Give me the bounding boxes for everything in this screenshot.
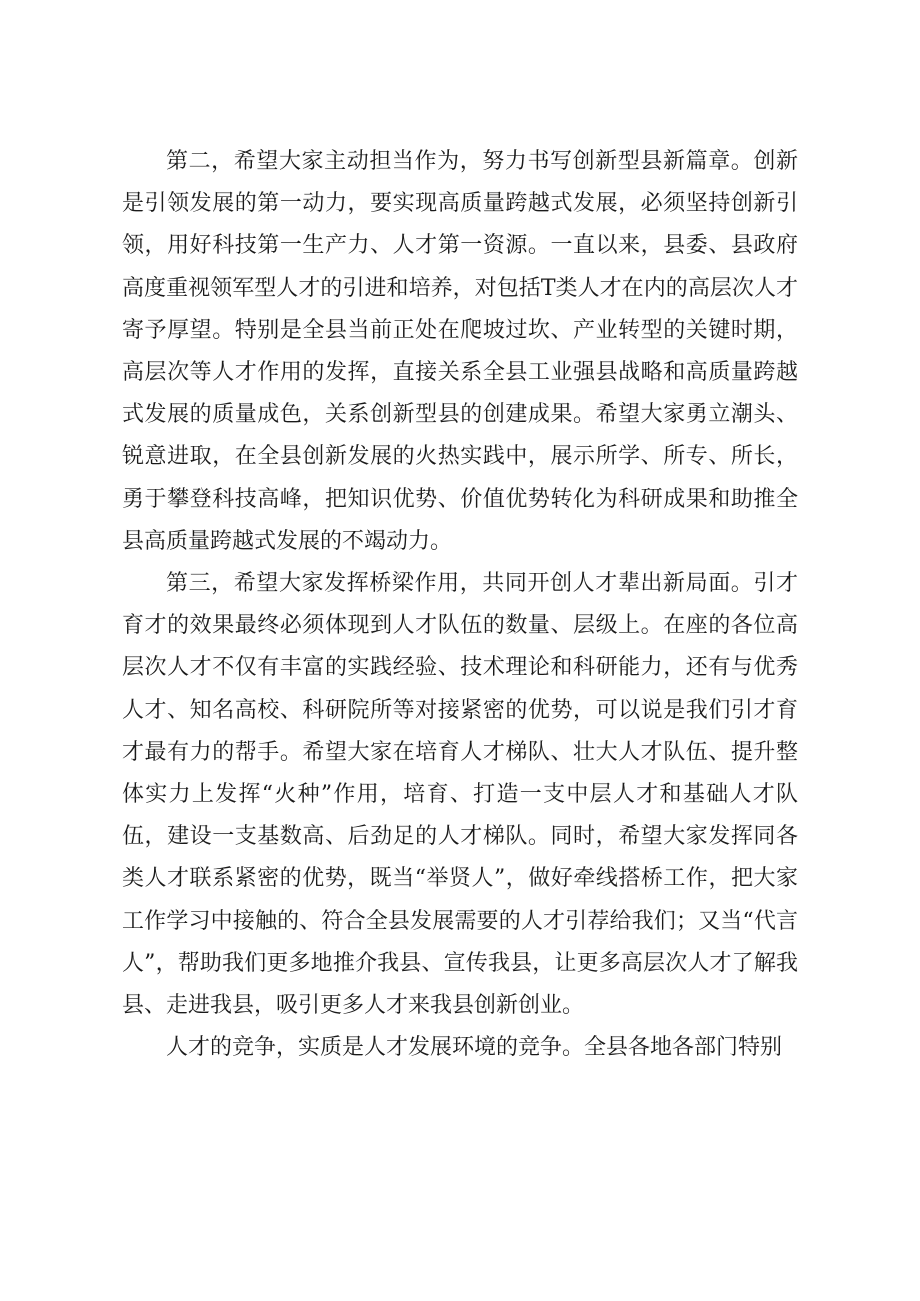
paragraph-second-hope: 第二，希望大家主动担当作为，努力书写创新型县新篇章。创新是引领发展的第一动力，要实现高质量跨越式发展，必须坚持创新引领，用好科技第一生产力、人才第一资源。一直以来，县委、县政府高度重视领军型人才的引进和培养，对包括T类人才在内的高层次人才寄予厚望。特别是全县当前正处在爬坡过坎、产业转型的关键时期，高层次等人才作用的发挥，直接关系全县工业强县战略和高质量跨越式发展的质量成色，关系创新型县的创建成果。希望大家勇立潮头、锐意进取，在全县创新发展的火热实践中，展示所学、所专、所长，勇于攀登科技高峰，把知识优势、价值优势转化为科研成果和助推全县高质量跨越式发展的不竭动力。 — [122, 149, 798, 554]
paragraph-third-hope: 第三，希望大家发挥桥梁作用，共同开创人才辈出新局面。引才育才的效果最终必须体现到人才队伍的数量、层级上。在座的各位高层次人才不仅有丰富的实践经验、技术理论和科研能力，还有与优秀人才、知名高校、科研院所等对接紧密的优势，可以说是我们引才育才最有力的帮手。希望大家在培育人才梯队、壮大人才队伍、提升整体实力上发挥“火种”作用，培育、打造一支中层人才和基础人才队伍，建设一支基数高、后劲足的人才梯队。同时，希望大家发挥同各类人才联系紧密的优势，既当“举贤人”，做好牵线搭桥工作，把大家工作学习中接触的、符合全县发展需要的人才引荐给我们；又当“代言人”，帮助我们更多地推介我县、宣传我县，让更多高层次人才了解我县、走进我县，吸引更多人才来我县创新创业。 — [122, 571, 798, 1019]
paragraph-talent-competition: 人才的竞争，实质是人才发展环境的竞争。全县各地各部门特别 — [166, 1035, 783, 1061]
document-body — [122, 141, 798, 1069]
